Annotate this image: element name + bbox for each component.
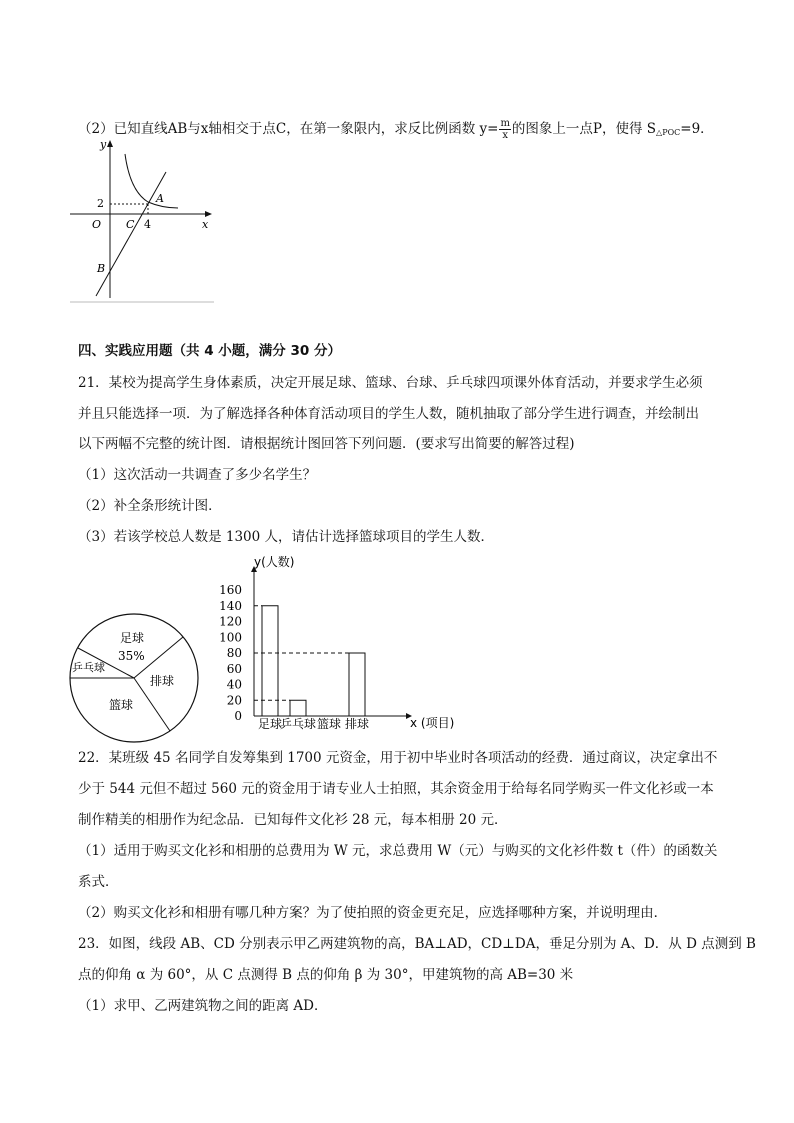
pie-label-basketball: 篮球 bbox=[109, 698, 134, 712]
bar-y-tick-0: 0 bbox=[234, 709, 242, 723]
bar-1 bbox=[290, 700, 306, 716]
bar-x-categories bbox=[258, 716, 369, 731]
hyperbola-curve bbox=[125, 154, 178, 208]
bar-y-tick-6: 120 bbox=[219, 614, 242, 629]
bar-series bbox=[254, 606, 365, 716]
fraction-numerator: m bbox=[500, 118, 510, 129]
triangle-subscript: △POC bbox=[656, 128, 681, 137]
q21-line1: 21．某校为提高学生身体素质，决定开展足球、篮球、台球、乒乓球四项课外体育活动，并要求学生必须 bbox=[78, 375, 703, 391]
q22-sub1-line2: 系式． bbox=[78, 874, 119, 890]
bar-category-3: 排球 bbox=[344, 717, 370, 731]
q21-sub3: （3）若该学校总人数是 1300 人，请估计选择篮球项目的学生人数． bbox=[78, 529, 495, 545]
q20-part2-before: （2）已知直线AB与x轴相交于点C，在第一象限内，求反比例函数 y= bbox=[78, 121, 499, 137]
pie-label-pingpong: 乒乓球 bbox=[72, 661, 105, 674]
bar-category-1: 乒乓球 bbox=[279, 717, 317, 731]
y-axis-label: y bbox=[100, 138, 107, 151]
x-axis-label: x bbox=[202, 218, 209, 231]
bar-3 bbox=[349, 653, 365, 716]
bar-y-tick-1: 20 bbox=[226, 693, 242, 708]
bar-y-tick-2: 40 bbox=[226, 677, 242, 692]
q21-sub2: （2）补全条形统计图． bbox=[78, 498, 222, 514]
q21-line2: 并且只能选择一项．为了解选择各种体育活动项目的学生人数，随机抽取了部分学生进行调查，并绘制出 bbox=[78, 406, 699, 422]
inverse-function-fraction bbox=[499, 118, 510, 141]
q23-sub1: （1）求甲、乙两建筑物之间的距离 AD． bbox=[78, 998, 328, 1014]
pie-label-football-percent: 35% bbox=[118, 649, 145, 663]
line-ab bbox=[96, 172, 166, 296]
bar-y-tick-5: 100 bbox=[219, 630, 242, 645]
bar-y-tick-7: 140 bbox=[219, 598, 242, 613]
q22-line2: 少于 544 元但不超过 560 元的资金用于请专业人士拍照，其余资金用于给每名同学购买一件文化衫或一本 bbox=[78, 781, 714, 797]
bar-x-label: x (项目) bbox=[410, 716, 455, 730]
q22-sub1-line1: （1）适用于购买文化衫和相册的总费用为 W 元，求总费用 W（元）与购买的文化衫件数 t（件）的函数关 bbox=[78, 843, 718, 859]
bar-category-0: 足球 bbox=[257, 717, 283, 731]
y-axis-arrow-icon bbox=[107, 140, 113, 147]
q23-line2: 点的仰角 α 为 60°，从 C 点测得 B 点的仰角 β 为 30°，甲建筑物的高 AB=30 米 bbox=[78, 967, 574, 983]
point-a-label: A bbox=[156, 192, 164, 205]
bar-y-ticks bbox=[219, 583, 242, 723]
section-heading: 四、实践应用题（共 4 小题，满分 30 分） bbox=[78, 343, 341, 359]
bar-0 bbox=[262, 606, 278, 716]
q22-line3: 制作精美的相册作为纪念品．已知每件文化衫 28 元，每本相册 20 元． bbox=[78, 812, 508, 828]
q22-line1: 22．某班级 45 名同学自发筹集到 1700 元资金，用于初中毕业时各项活动的经费．通过商议，决定拿出不 bbox=[78, 750, 718, 766]
bar-y-label: y(人数) bbox=[254, 555, 295, 569]
point-c-label: C bbox=[126, 218, 135, 231]
pie-label-volleyball: 排球 bbox=[150, 674, 175, 688]
q23-line1: 23．如图，线段 AB、CD 分别表示甲乙两建筑物的高，BA⊥AD，CD⊥DA，垂足分别为 A、D．从 D 点测到 B bbox=[78, 936, 756, 952]
q22-sub2: （2）购买文化衫和相册有哪几种方案？为了使拍照的资金更充足，应选择哪种方案，并说明理由． bbox=[78, 905, 668, 921]
q20-part2-after: 的图象上一点P，使得 S bbox=[511, 121, 657, 137]
bar-y-tick-4: 80 bbox=[226, 646, 242, 660]
bar-y-tick-8: 160 bbox=[219, 583, 242, 597]
q21-sub1: （1）这次活动一共调查了多少名学生？ bbox=[78, 467, 317, 483]
pie-label-football: 足球 bbox=[120, 631, 145, 645]
bar-y-tick-3: 60 bbox=[226, 661, 242, 676]
origin-label: O bbox=[92, 218, 102, 231]
x-tick-4: 4 bbox=[144, 218, 151, 231]
bar-chart bbox=[219, 555, 480, 738]
pie-chart bbox=[66, 610, 202, 746]
y-tick-2: 2 bbox=[97, 197, 104, 210]
x-axis-arrow-icon bbox=[205, 211, 212, 217]
point-b-label: B bbox=[97, 262, 106, 275]
function-graph bbox=[70, 136, 220, 306]
bar-category-2: 篮球 bbox=[316, 717, 342, 731]
fraction-denominator: x bbox=[502, 130, 508, 141]
q20-part2-tail: =9． bbox=[680, 121, 714, 137]
q21-line3: 以下两幅不完整的统计图．请根据统计图回答下列问题．(要求写出简要的解答过程) bbox=[78, 436, 575, 452]
